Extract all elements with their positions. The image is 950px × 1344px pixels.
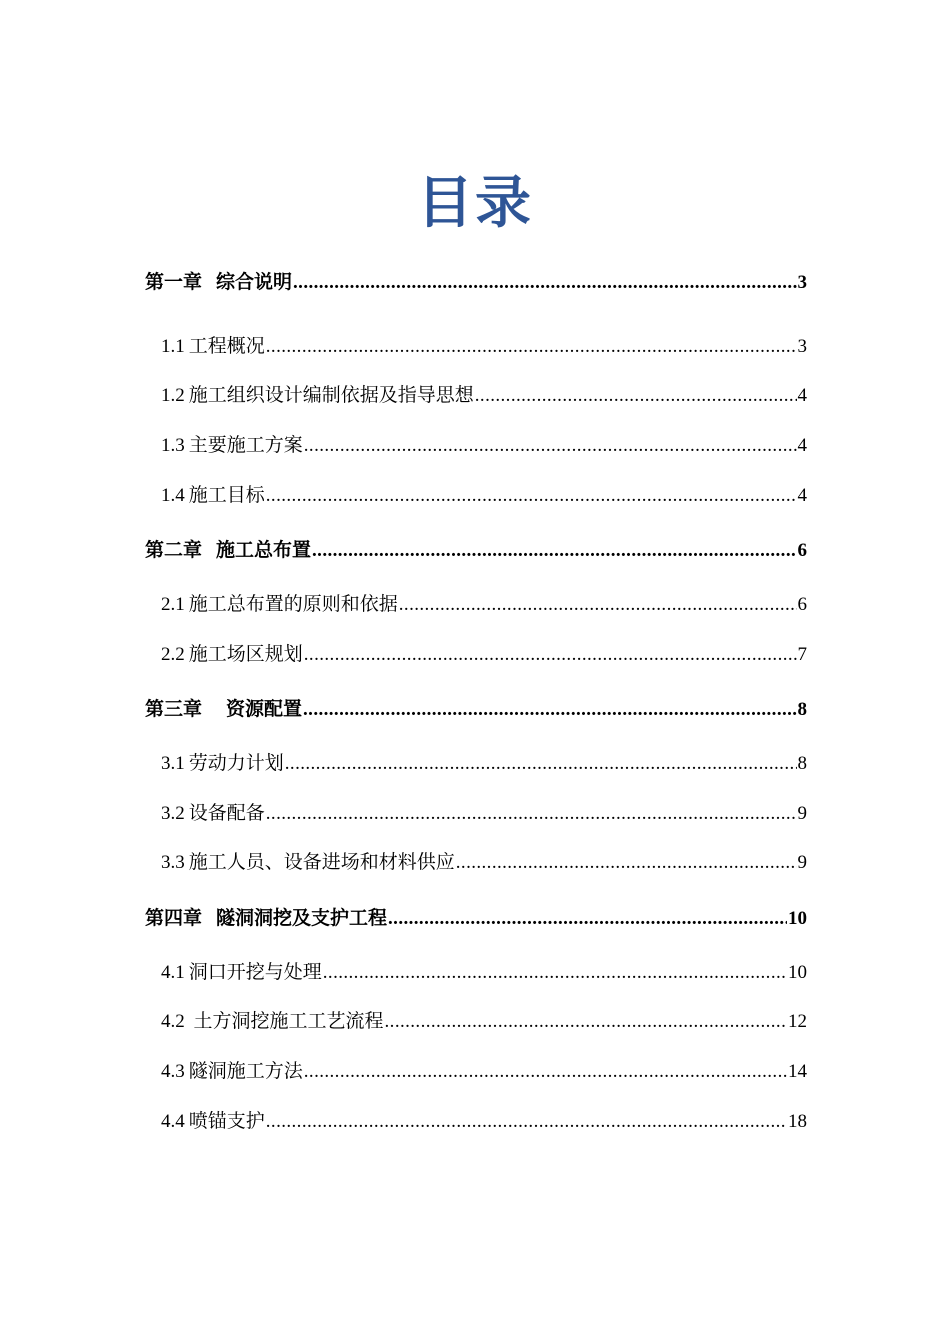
toc-entry-number: 1.3 — [161, 434, 185, 456]
toc-dot-leader — [266, 789, 797, 839]
toc-chapter-1[interactable] — [145, 262, 807, 322]
toc-section-1-3[interactable] — [145, 421, 807, 471]
toc-entry-title: 隧洞施工方法 — [188, 1060, 303, 1082]
toc-entry-title: 洞口开挖与处理 — [188, 961, 322, 983]
toc-page-number: 10 — [788, 907, 807, 929]
toc-page-number: 4 — [797, 434, 807, 456]
toc-page-number: 6 — [797, 593, 807, 615]
toc-entry-title: 工程概况 — [188, 335, 265, 357]
toc-entry-number: 第四章 — [145, 907, 203, 929]
toc-dot-leader — [304, 421, 797, 471]
toc-dot-leader — [266, 322, 797, 372]
toc-entry-title: 施工目标 — [188, 484, 265, 506]
toc-entry-title: 综合说明 — [216, 272, 293, 293]
toc-entry-number: 1.4 — [161, 484, 185, 506]
toc-entry-number: 4.3 — [161, 1060, 185, 1082]
toc-dot-leader — [475, 371, 797, 421]
toc-entry-number: 3.1 — [161, 752, 185, 774]
toc-page-number: 9 — [797, 802, 807, 824]
toc-entry-number: 4.2 — [161, 1011, 185, 1033]
toc-page-number: 4 — [797, 484, 807, 506]
table-of-contents — [145, 262, 807, 1146]
toc-section-1-2[interactable] — [145, 371, 807, 421]
toc-entry-number: 1.2 — [161, 385, 185, 407]
toc-entry-number: 2.1 — [161, 593, 185, 615]
toc-page-number: 6 — [797, 540, 807, 562]
toc-chapter-3[interactable] — [145, 679, 807, 739]
toc-entry-title: 劳动力计划 — [188, 752, 284, 774]
toc-dot-leader — [456, 838, 797, 888]
toc-entry-title: 隧洞洞挖及支护工程 — [216, 907, 388, 929]
toc-section-4-3[interactable] — [145, 1047, 807, 1097]
toc-dot-leader — [312, 520, 796, 582]
toc-entry-number: 4.1 — [161, 961, 185, 983]
toc-entry-title: 主要施工方案 — [188, 434, 303, 456]
toc-entry-title: 施工总布置 — [216, 540, 312, 562]
toc-page-number: 8 — [797, 752, 807, 774]
toc-chapter-4[interactable] — [145, 888, 807, 948]
toc-entry-title: 喷锚支护 — [188, 1110, 265, 1132]
toc-page-number: 8 — [797, 699, 807, 721]
toc-dot-leader — [293, 262, 796, 304]
toc-dot-leader — [304, 1047, 787, 1097]
toc-page-number: 12 — [788, 1011, 807, 1033]
toc-chapter-2[interactable] — [145, 520, 807, 580]
toc-section-3-1[interactable] — [145, 739, 807, 789]
toc-page-number: 9 — [797, 852, 807, 874]
toc-entry-number: 1.1 — [161, 335, 185, 357]
toc-entry-number: 第二章 — [145, 540, 203, 562]
toc-title: 目录 — [417, 173, 533, 235]
toc-section-4-1[interactable] — [145, 948, 807, 998]
toc-entry-title: 施工场区规划 — [188, 643, 303, 665]
toc-page-number: 3 — [797, 272, 807, 293]
toc-section-3-3[interactable] — [145, 838, 807, 888]
toc-page-number: 18 — [788, 1110, 807, 1132]
toc-section-2-1[interactable] — [145, 580, 807, 630]
toc-page-number: 4 — [797, 385, 807, 407]
toc-dot-leader — [266, 1097, 787, 1147]
toc-entry-title: 施工人员、设备进场和材料供应 — [188, 852, 455, 874]
toc-entry-title: 设备配备 — [188, 802, 265, 824]
toc-entry-number: 4.4 — [161, 1110, 185, 1132]
toc-dot-leader — [304, 630, 797, 680]
toc-entry-title: 土方洞挖施工工艺流程 — [188, 1011, 384, 1033]
toc-entry-title: 资源配置 — [226, 699, 303, 721]
toc-entry-title: 施工组织设计编制依据及指导思想 — [188, 385, 474, 407]
toc-dot-leader — [399, 580, 797, 630]
toc-dot-leader — [266, 471, 797, 521]
toc-dot-leader — [388, 888, 787, 950]
toc-page-number: 14 — [788, 1060, 807, 1082]
toc-section-4-2[interactable] — [145, 997, 807, 1047]
toc-section-1-1[interactable] — [145, 322, 807, 372]
toc-entry-number: 第一章 — [145, 272, 203, 293]
toc-entry-number: 2.2 — [161, 643, 185, 665]
toc-section-3-2[interactable] — [145, 789, 807, 839]
toc-page-number: 3 — [797, 335, 807, 357]
toc-entry-number: 3.2 — [161, 802, 185, 824]
toc-dot-leader — [385, 997, 787, 1047]
toc-section-1-4[interactable] — [145, 471, 807, 521]
toc-entry-number: 第三章 — [145, 699, 203, 721]
toc-page-number: 10 — [788, 961, 807, 983]
toc-page-number: 7 — [797, 643, 807, 665]
toc-dot-leader — [303, 679, 796, 741]
toc-entry-title: 施工总布置的原则和依据 — [188, 593, 398, 615]
toc-dot-leader — [285, 739, 797, 789]
toc-section-4-4[interactable] — [145, 1097, 807, 1147]
toc-section-2-2[interactable] — [145, 630, 807, 680]
toc-entry-number: 3.3 — [161, 852, 185, 874]
toc-dot-leader — [323, 948, 787, 998]
